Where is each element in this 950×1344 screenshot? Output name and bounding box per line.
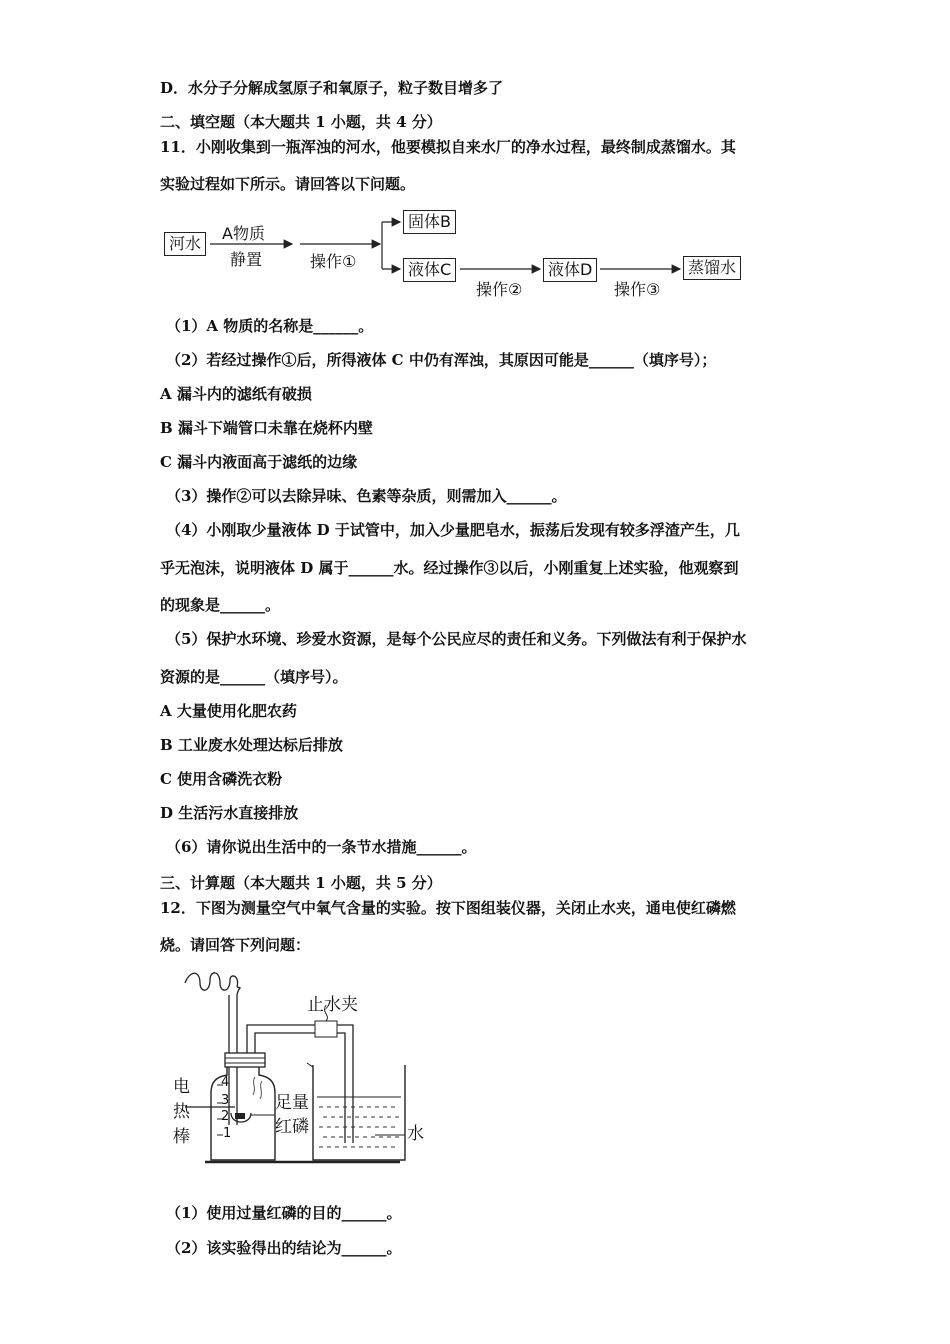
label-phosphorus-2: 红磷 [275, 1117, 309, 1137]
label-phosphorus-1: 足量 [275, 1093, 309, 1113]
q11-1: （1）A 物质的名称是______。 [166, 317, 374, 335]
q11-2-option-c: C 漏斗内液面高于滤纸的边缘 [160, 453, 358, 471]
q11-4-line1: （4）小刚取少量液体 D 于试管中，加入少量肥皂水，振荡后发现有较多浮渣产生，几 [166, 521, 740, 539]
q11-3: （3）操作②可以去除异味、色素等杂质，则需加入______。 [166, 487, 567, 505]
box-river-water: 河水 [164, 232, 206, 256]
q11-2-option-b: B 漏斗下端管口未靠在烧杯内壁 [160, 419, 373, 437]
apparatus-drawing [165, 965, 445, 1170]
label-settle: 静置 [230, 250, 263, 269]
mark-2: 2 [221, 1109, 230, 1124]
q11-5-option-c: C 使用含磷洗衣粉 [160, 770, 283, 788]
box-liquid-d: 液体D [543, 258, 597, 282]
q12-1: （1）使用过量红磷的目的______。 [166, 1204, 402, 1222]
label-op1: 操作① [310, 252, 357, 271]
q11-2-option-a: A 漏斗内的滤纸有破损 [160, 385, 312, 403]
label-water: 水 [407, 1124, 424, 1144]
q11-5-option-b: B 工业废水处理达标后排放 [160, 736, 343, 754]
q11-5-line2: 资源的是______（填序号）。 [160, 668, 348, 686]
q11-5-option-a: A 大量使用化肥农药 [160, 702, 297, 720]
label-op3: 操作③ [614, 280, 661, 299]
q11-4-line3: 的现象是______。 [160, 596, 281, 614]
mark-3: 3 [221, 1093, 230, 1108]
option-d: D．水分子分解成氢原子和氧原子，粒子数目增多了 [160, 79, 504, 97]
section-title-calc: 三、计算题（本大题共 1 小题，共 5 分） [160, 874, 442, 892]
q11-stem-2: 实验过程如下所示。请回答以下问题。 [160, 175, 416, 193]
label-clamp: 止水夹 [307, 995, 358, 1015]
q12-stem-1: 12．下图为测量空气中氧气含量的实验。按下图组装仪器，关闭止水夹，通电使红磷燃 [160, 899, 736, 917]
box-liquid-c: 液体C [403, 258, 456, 282]
q11-stem-1: 11．小刚收集到一瓶浑浊的河水，他要模拟自来水厂的净水过程，最终制成蒸馏水。其 [160, 138, 736, 156]
label-rod-1: 电 [173, 1077, 190, 1097]
mark-1: 1 [223, 1126, 232, 1141]
q12-2: （2）该实验得出的结论为______。 [166, 1239, 402, 1257]
section-title-fill: 二、填空题（本大题共 1 小题，共 4 分） [160, 113, 442, 131]
mark-4: 4 [221, 1075, 230, 1090]
q11-5-option-d: D 生活污水直接排放 [160, 804, 299, 822]
q12-stem-2: 烧。请回答下列问题： [160, 936, 311, 954]
box-distilled-water: 蒸馏水 [683, 256, 741, 280]
label-op2: 操作② [476, 280, 523, 299]
label-rod-2: 热 [173, 1102, 190, 1122]
q11-6: （6）请你说出生活中的一条节水措施______。 [166, 838, 477, 856]
label-rod-3: 棒 [173, 1127, 190, 1147]
oxygen-measurement-apparatus [165, 965, 445, 1170]
purification-flow-diagram [160, 205, 760, 299]
q11-5-line1: （5）保护水环境、珍爱水资源，是每个公民应尽的责任和义务。下列做法有利于保护水 [166, 630, 747, 648]
box-solid-b: 固体B [403, 210, 456, 234]
q11-4-line2: 乎无泡沫，说明液体 D 属于______水。经过操作③以后，小刚重复上述实验，他观察到 [160, 559, 739, 577]
q11-2: （2）若经过操作①后，所得液体 C 中仍有浑浊，其原因可能是______（填序号）； [166, 351, 717, 369]
label-a-substance: A物质 [222, 224, 265, 243]
